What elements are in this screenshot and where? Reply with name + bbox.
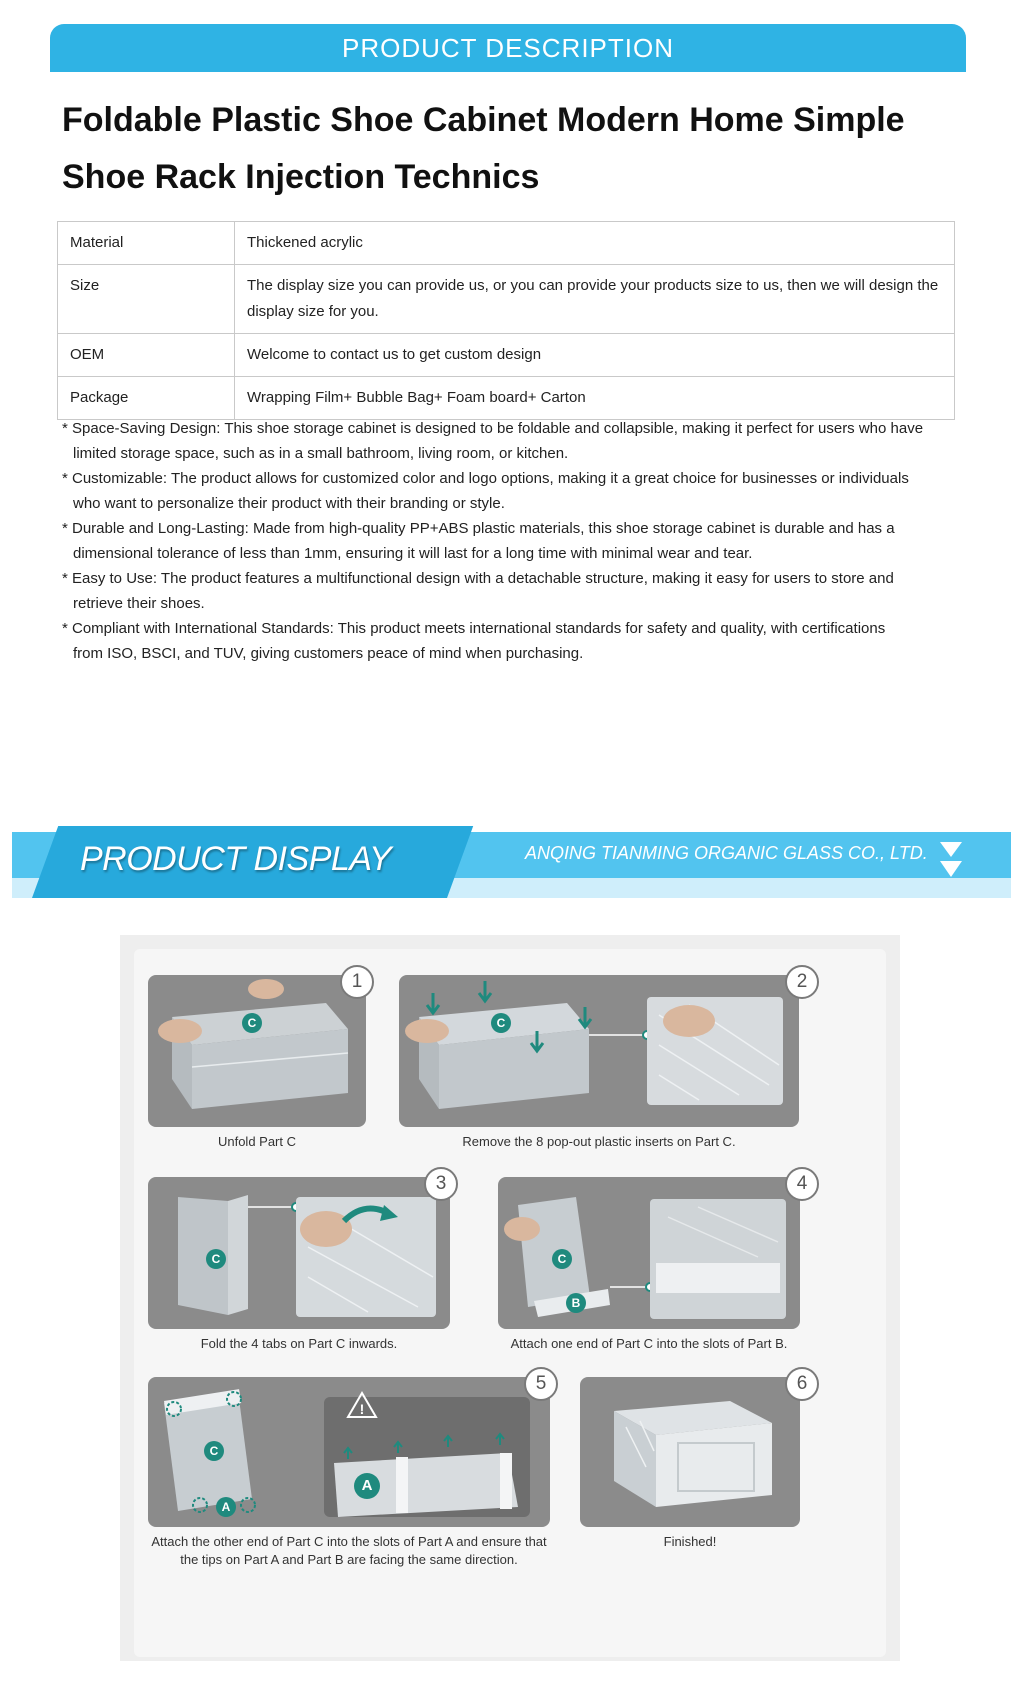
- fold-tabs-illustration: [148, 1177, 450, 1329]
- assembly-instructions: [120, 935, 900, 1661]
- spec-value: Welcome to contact us to get custom design: [235, 334, 955, 377]
- feature-line: * Space-Saving Design: This shoe storage cabinet is designed to be foldable and collapsible, making it perfect for users who have: [62, 420, 924, 437]
- table-row: [58, 334, 955, 377]
- step-1-caption: Unfold Part C: [217, 1134, 297, 1149]
- part-c-badge: C: [242, 1013, 262, 1033]
- instructions-inner: [134, 949, 886, 1657]
- folded-panel-illustration: [148, 975, 366, 1127]
- table-row: [58, 377, 955, 420]
- step-5-caption-line: Attach the other end of Part C into the slots of Part A and ensure that: [151, 1534, 547, 1549]
- feature-line: * Easy to Use: The product features a multifunctional design with a detachable structure, making it easy for users to store and: [62, 570, 894, 587]
- step-1-image: [148, 975, 366, 1127]
- attach-part-b-illustration: [498, 1177, 800, 1329]
- part-b-badge: B: [566, 1293, 586, 1313]
- step-4-number: 4: [785, 1167, 819, 1201]
- step-4-image: [498, 1177, 800, 1329]
- part-c-badge: C: [206, 1249, 226, 1269]
- finished-cabinet-illustration: [580, 1377, 800, 1527]
- part-a-badge: A: [216, 1497, 236, 1517]
- part-c-badge: C: [204, 1441, 224, 1461]
- display-title: PRODUCT DISPLAY: [80, 840, 392, 878]
- table-row: [58, 265, 955, 334]
- spec-label: Material: [58, 222, 235, 265]
- feature-line: dimensional tolerance of less than 1mm, ensuring it will last for a long time with minimal wear and tear.: [73, 545, 753, 562]
- feature-list: [62, 416, 950, 666]
- feature-line: * Customizable: The product allows for customized color and logo options, making it a great choice for businesses or individuals: [62, 470, 909, 487]
- step-5-number: 5: [524, 1367, 558, 1401]
- remove-inserts-illustration: [399, 975, 799, 1127]
- step-5-caption-line: the tips on Part A and Part B are facing the same direction.: [180, 1552, 518, 1567]
- part-c-badge: C: [552, 1249, 572, 1269]
- page-title: Foldable Plastic Shoe Cabinet Modern Home Simple Shoe Rack Injection Technics: [62, 101, 905, 196]
- double-chevron-down-icon: [938, 840, 964, 880]
- table-row: [58, 222, 955, 265]
- spec-label: Package: [58, 377, 235, 420]
- part-a-badge-large: A: [354, 1473, 380, 1499]
- feature-line: from ISO, BSCI, and TUV, giving customers peace of mind when purchasing.: [73, 645, 584, 662]
- feature-line: * Compliant with International Standards: This product meets international standards for safety and quality, with certifications: [62, 620, 886, 637]
- banner-label: PRODUCT DESCRIPTION: [342, 33, 674, 63]
- spec-label: Size: [58, 265, 235, 334]
- product-description-banner: [50, 24, 966, 72]
- svg-text:!: !: [359, 1401, 365, 1417]
- step-5-image: [148, 1377, 550, 1527]
- spec-table: [57, 221, 955, 420]
- spec-value: Wrapping Film+ Bubble Bag+ Foam board+ Carton: [235, 377, 955, 420]
- step-2-caption: Remove the 8 pop-out plastic inserts on Part C.: [462, 1134, 736, 1149]
- feature-line: who want to personalize their product with their branding or style.: [73, 495, 505, 512]
- spec-value: Thickened acrylic: [235, 222, 955, 265]
- step-3-image: [148, 1177, 450, 1329]
- step-3-number: 3: [424, 1167, 458, 1201]
- feature-line: retrieve their shoes.: [73, 595, 205, 612]
- step-3-caption: Fold the 4 tabs on Part C inwards.: [200, 1336, 398, 1351]
- step-1-number: 1: [340, 965, 374, 999]
- step-2-image: [399, 975, 799, 1127]
- step-6-image: [580, 1377, 800, 1527]
- step-6-caption: Finished!: [663, 1534, 717, 1549]
- step-4-caption: Attach one end of Part C into the slots of Part B.: [510, 1336, 788, 1351]
- company-name: ANQING TIANMING ORGANIC GLASS CO., LTD.: [525, 843, 928, 863]
- part-c-badge: C: [491, 1013, 511, 1033]
- step-2-number: 2: [785, 965, 819, 999]
- step-5-caption: [148, 1533, 550, 1569]
- step-6-number: 6: [785, 1367, 819, 1401]
- spec-label: OEM: [58, 334, 235, 377]
- spec-value: The display size you can provide us, or you can provide your products size to us, then we will design the display size for you.: [235, 265, 955, 334]
- feature-line: limited storage space, such as in a small bathroom, living room, or kitchen.: [73, 445, 569, 462]
- feature-line: * Durable and Long-Lasting: Made from high-quality PP+ABS plastic materials, this shoe storage cabinet is durable and has a: [62, 520, 895, 537]
